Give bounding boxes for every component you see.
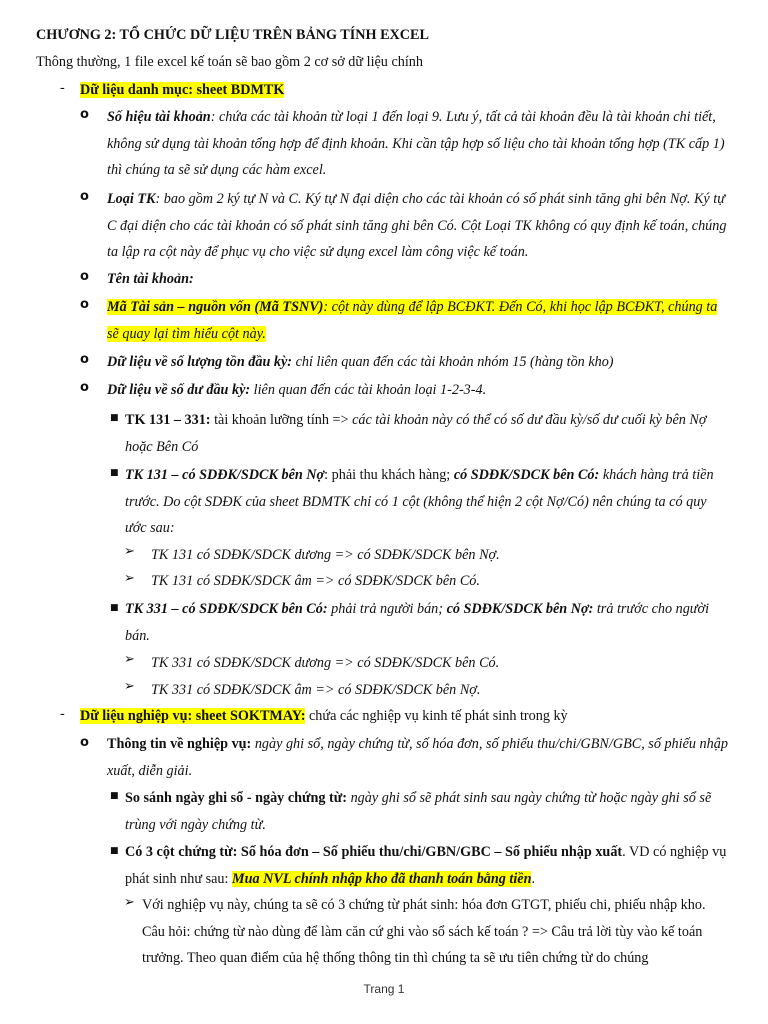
circle-bullet: o <box>80 269 89 284</box>
arrow-item-tk131-positive: TK 131 có SDĐK/SDCK dương => có SDĐK/SDCK bên Nợ. <box>151 547 500 563</box>
circle-bullet: o <box>80 380 89 395</box>
item-label: Tên tài khoản: <box>107 271 194 287</box>
sub-so-sanh-ngay <box>125 785 729 838</box>
square-bullet: ■ <box>110 603 119 613</box>
sub-tk131-331 <box>125 407 729 460</box>
item-thong-tin-nghiep-vu <box>107 731 729 784</box>
sub-text-end: . <box>531 870 536 887</box>
sub-tk131 <box>125 462 729 542</box>
arrow-bullet: ➢ <box>124 679 135 694</box>
sub-label-2: có SDĐK/SDCK bên Có: <box>453 467 600 483</box>
highlighted-example: Mua NVL chính nhập kho đã thanh toán bằng tiền <box>232 870 532 887</box>
square-bullet: ■ <box>110 846 119 856</box>
sub-text-italic: khách hàng trả tiền trước. Do cột SDĐK của sheet BDMTK chỉ có 1 cột (không thể hiện 2 cột Nợ/Có) nên chúng ta có quy ước sau: <box>125 467 714 536</box>
section-2-heading <box>80 703 730 730</box>
intro-text: Thông thường, 1 file excel kế toán sẽ bao gồm 2 cơ sở dữ liệu chính <box>36 54 423 70</box>
square-bullet: ■ <box>110 413 119 423</box>
sub-text-italic: ngày ghi sổ sẽ phát sinh sau ngày chứng từ hoặc ngày ghi sổ sẽ trùng với ngày chứng từ. <box>125 790 712 833</box>
section-2-heading-desc: chứa các nghiệp vụ kinh tế phát sinh trong kỳ <box>305 708 568 724</box>
item-label: Thông tin về nghiệp vụ: <box>107 736 252 752</box>
item-text: : cột này dùng để lập BCĐKT. Đến Có, khi học lập BCĐKT, chúng ta sẽ quay lại tìm hiểu cột này. <box>107 299 718 342</box>
square-bullet: ■ <box>110 468 119 478</box>
arrow-bullet: ➢ <box>124 895 135 910</box>
item-text: : bao gồm 2 ký tự N và C. Ký tự N đại diện cho các tài khoản có số phát sinh tăng ghi bên Nợ. Ký tự C đại diện cho các tài khoản có số phát sinh tăng ghi bên Có. Cột Loại TK không có quy định kế toán, chúng ta lập ra cột này để phục vụ cho việc sử dụng excel làm công việc kế toán. <box>107 191 727 260</box>
item-loai-tk <box>107 186 729 266</box>
circle-bullet: o <box>80 735 89 750</box>
item-label: Số hiệu tài khoản <box>107 109 211 125</box>
arrow-bullet: ➢ <box>124 652 135 667</box>
circle-bullet: o <box>80 297 89 312</box>
sub-label-2: có SDĐK/SDCK bên Nợ: <box>446 601 594 617</box>
item-text: liên quan đến các tài khoản loại 1-2-3-4. <box>250 382 487 398</box>
item-so-du-dau-ky <box>107 377 729 404</box>
sub-label: TK 131 – 331: <box>125 412 211 428</box>
sub-tk331 <box>125 596 729 649</box>
sub-label: TK 131 – có SDĐK/SDCK bên Nợ <box>125 467 325 483</box>
circle-bullet: o <box>80 189 89 204</box>
item-label: Mã Tài sản – nguồn vốn (Mã TSNV) <box>107 299 324 315</box>
item-so-hieu-tai-khoan <box>107 104 729 184</box>
sub-text: tài khoản lưỡng tính => <box>210 412 353 428</box>
chapter-title: CHƯƠNG 2: TỔ CHỨC DỮ LIỆU TRÊN BẢNG TÍNH EXCEL <box>36 27 429 43</box>
sub-text-italic: trả trước cho người bán. <box>125 601 710 644</box>
sub-text: phải trả người bán; <box>327 601 447 617</box>
item-label: Dữ liệu về số lượng tồn đầu kỳ: <box>107 354 293 370</box>
dash-bullet: - <box>60 706 65 722</box>
square-bullet: ■ <box>110 791 119 801</box>
item-label: Dữ liệu về số dư đầu kỳ: <box>107 382 251 398</box>
arrow-bullet: ➢ <box>124 571 135 586</box>
section-1-heading <box>80 77 284 104</box>
sub-label: So sánh ngày ghi sổ - ngày chứng từ: <box>125 790 348 806</box>
page-footer: Trang 1 <box>363 982 405 996</box>
item-text: chỉ liên quan đến các tài khoản nhóm 15 (hàng tồn kho) <box>292 354 614 370</box>
circle-bullet: o <box>80 352 89 367</box>
sub-text: : phải thu khách hàng; <box>324 467 454 483</box>
sub-label: TK 331 – có SDĐK/SDCK bên Có: <box>125 601 328 617</box>
sub-text-italic: các tài khoản này có thể có số dư đầu kỳ/số dư cuối kỳ bên Nợ hoặc Bên Có <box>125 412 707 455</box>
arrow-item-tk331-positive: TK 331 có SDĐK/SDCK dương => có SDĐK/SDCK bên Có. <box>151 655 500 671</box>
item-text: ngày ghi sổ, ngày chứng từ, số hóa đơn, số phiếu thu/chi/GBN/GBC, số phiếu nhập xuất, diễn giải. <box>107 736 728 779</box>
item-ma-tsnv <box>107 294 729 347</box>
item-label: Loại TK <box>107 191 156 207</box>
item-so-luong-ton <box>107 349 729 376</box>
arrow-item-tk131-negative: TK 131 có SDĐK/SDCK âm => có SDĐK/SDCK bên Có. <box>151 573 480 589</box>
arrow-bullet: ➢ <box>124 544 135 559</box>
sub-text: . VD có nghiệp vụ phát sinh như sau: <box>125 844 727 887</box>
section-1-heading-text: Dữ liệu danh mục: sheet BDMTK <box>80 82 285 98</box>
arrow-item-nghiep-vu: Với nghiệp vụ này, chúng ta sẽ có 3 chứng từ phát sinh: hóa đơn GTGT, phiếu chi, phiếu nhập kho. Câu hỏi: chứng từ nào dùng để làm căn cứ ghi vào sổ sách kế toán ? => Câu trả lời tùy vào kế toán trưởng. Theo quan điểm của hệ thống thông tin thì chúng ta sẽ ưu tiên chứng từ do chúng <box>142 897 706 966</box>
sub-label: Có 3 cột chứng từ: Số hóa đơn – Số phiếu thu/chi/GBN/GBC – Số phiếu nhập xuất <box>125 844 623 860</box>
sub-co-3-cot-chung-tu <box>125 839 729 892</box>
arrow-item-tk331-negative: TK 331 có SDĐK/SDCK âm => có SDĐK/SDCK bên Nợ. <box>151 682 481 698</box>
section-2-heading-text: Dữ liệu nghiệp vụ: sheet SOKTMAY: <box>80 708 306 724</box>
item-text: : chứa các tài khoản từ loại 1 đến loại 9. Lưu ý, tất cả tài khoản đều là tài khoản chi tiết, không sử dụng tài khoản tổng hợp để định khoản. Khi cần tập hợp số liệu cho tài khoản tổng hợp (TK cấp 1) thì chúng ta sẽ sử dụng các hàm excel. <box>107 109 725 178</box>
dash-bullet: - <box>60 80 65 96</box>
circle-bullet: o <box>80 107 89 122</box>
item-ten-tai-khoan <box>107 266 729 293</box>
